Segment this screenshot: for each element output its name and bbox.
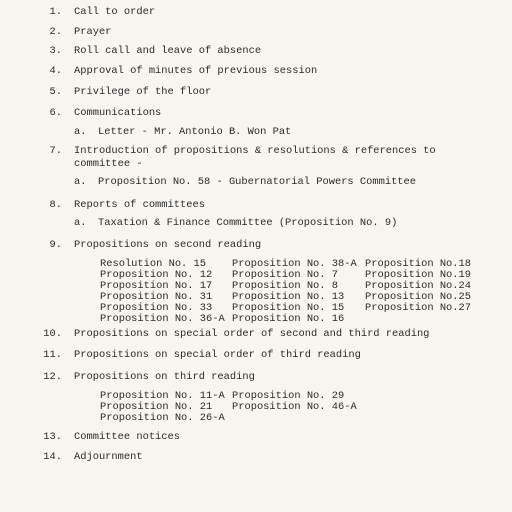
item-text: Adjournment — [74, 451, 143, 463]
second-reading-entry: Proposition No. 15 — [232, 302, 345, 314]
subitem-text: Taxation & Finance Committee (Proposition No. 9) — [98, 217, 398, 229]
subitem-letter: a. — [74, 126, 87, 138]
third-reading-entry: Proposition No. 46-A — [232, 401, 357, 413]
item-text: Propositions on special order of second and third reading — [74, 328, 430, 340]
subitem-letter: a. — [74, 217, 87, 229]
item-number: 14. — [43, 451, 62, 463]
item-text: Committee notices — [74, 431, 181, 443]
item-number: 12. — [43, 371, 62, 383]
item-number: 9. — [49, 239, 62, 251]
second-reading-entry: Proposition No.25 — [365, 291, 472, 303]
item-number: 2. — [49, 26, 62, 38]
second-reading-entry: Proposition No. 8 — [232, 280, 339, 292]
second-reading-entry: Proposition No. 7 — [232, 269, 339, 281]
item-number: 11. — [43, 349, 62, 361]
item-number: 3. — [49, 45, 62, 57]
second-reading-entry: Resolution No. 15 — [100, 258, 207, 270]
third-reading-entry: Proposition No. 26-A — [100, 412, 225, 424]
item-number: 5. — [49, 86, 62, 98]
third-reading-entry: Proposition No. 11-A — [100, 390, 225, 402]
item-text: Roll call and leave of absence — [74, 45, 262, 57]
item-number: 4. — [49, 65, 62, 77]
second-reading-entry: Proposition No.24 — [365, 280, 472, 292]
second-reading-entry: Proposition No. 12 — [100, 269, 213, 281]
item-number: 6. — [49, 107, 62, 119]
item-text: Reports of committees — [74, 199, 205, 211]
item-text: Prayer — [74, 26, 112, 38]
item-text: Approval of minutes of previous session — [74, 65, 318, 77]
item-number: 13. — [43, 431, 62, 443]
second-reading-entry: Proposition No.19 — [365, 269, 472, 281]
third-reading-entry: Proposition No. 29 — [232, 390, 345, 402]
subitem-text: Letter - Mr. Antonio B. Won Pat — [98, 126, 292, 138]
item-text: Propositions on second reading — [74, 239, 262, 251]
second-reading-entry: Proposition No. 17 — [100, 280, 213, 292]
second-reading-entry: Proposition No. 16 — [232, 313, 345, 325]
item-number: 10. — [43, 328, 62, 340]
third-reading-entry: Proposition No. 21 — [100, 401, 213, 413]
item-text-continued: committee - — [74, 158, 143, 170]
item-text: Propositions on special order of third reading — [74, 349, 361, 361]
item-number: 1. — [49, 6, 62, 18]
item-text: Communications — [74, 107, 162, 119]
subitem-letter: a. — [74, 176, 87, 188]
second-reading-entry: Proposition No. 36-A — [100, 313, 225, 325]
item-text: Call to order — [74, 6, 156, 18]
item-text: Propositions on third reading — [74, 371, 255, 383]
second-reading-entry: Proposition No. 13 — [232, 291, 345, 303]
second-reading-entry: Proposition No. 38-A — [232, 258, 357, 270]
item-number: 8. — [49, 199, 62, 211]
item-text: Introduction of propositions & resolutions & references to — [74, 145, 436, 157]
item-text: Privilege of the floor — [74, 86, 212, 98]
second-reading-entry: Proposition No.27 — [365, 302, 472, 314]
second-reading-entry: Proposition No. 33 — [100, 302, 213, 314]
item-number: 7. — [49, 145, 62, 157]
subitem-text: Proposition No. 58 - Gubernatorial Powers Committee — [98, 176, 417, 188]
second-reading-entry: Proposition No.18 — [365, 258, 472, 270]
second-reading-entry: Proposition No. 31 — [100, 291, 213, 303]
